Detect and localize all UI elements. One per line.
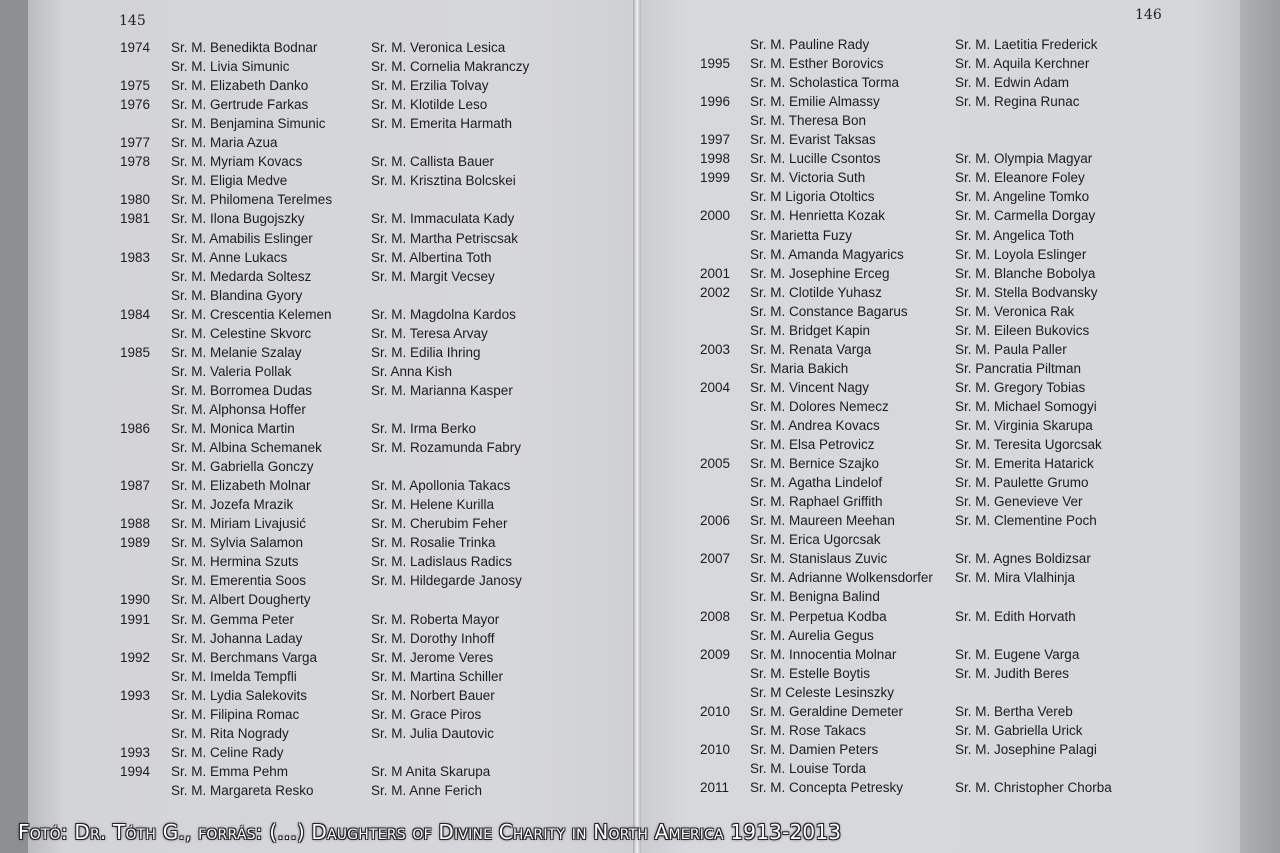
member-name: Sr. M. Dorothy Inhoff [371, 630, 495, 646]
member-name: Sr. M. Henrietta Kozak [750, 208, 886, 224]
member-name: Sr. M. Perpetua Kodba [750, 608, 887, 624]
year-label: 1989 [120, 535, 151, 551]
year-label: 2008 [700, 608, 731, 624]
member-name: Sr. M. Amanda Magyarics [750, 246, 904, 262]
member-name: Sr. M. Rose Takacs [750, 722, 867, 738]
year-label: 2000 [700, 208, 731, 224]
right-page [640, 0, 1240, 853]
year-label: 1985 [120, 344, 151, 360]
member-name: Sr. M. Filipina Romac [171, 706, 300, 722]
member-name: Sr. M Anita Skarupa [371, 763, 491, 779]
year-label: 1998 [700, 151, 731, 167]
member-name: Sr. M. Marianna Kasper [371, 382, 513, 398]
member-name: Sr. M. Rita Nogrady [171, 725, 289, 741]
year-label: 2004 [700, 379, 731, 395]
year-label: 1983 [120, 249, 151, 265]
year-label: 1987 [120, 478, 151, 494]
member-name: Sr. M. Lydia Salekovits [171, 687, 308, 703]
year-label: 1999 [700, 170, 731, 186]
member-name: Sr. M. Johanna Laday [171, 630, 303, 646]
member-name: Sr. M. Helene Kurilla [371, 497, 495, 513]
member-name: Sr. M. Concepta Petresky [750, 779, 904, 795]
member-name: Sr. M Ligoria Otoltics [750, 189, 875, 205]
member-name: Sr. M. Bertha Vereb [955, 703, 1073, 719]
year-label: 1994 [120, 763, 151, 779]
member-name: Sr. M. Myriam Kovacs [171, 154, 303, 170]
member-name: Sr. M. Stanislaus Zuvic [750, 551, 888, 567]
member-name: Sr. M. Julia Dautovic [371, 725, 495, 741]
member-name: Sr. M. Loyola Eslinger [955, 246, 1087, 262]
member-name: Sr. M. Martina Schiller [371, 668, 504, 684]
year-label: 1997 [700, 132, 731, 148]
member-name: Sr. M. Emerita Hatarick [955, 456, 1094, 472]
year-label: 1981 [120, 211, 151, 227]
member-name: Sr. M. Blanche Bobolya [955, 265, 1096, 281]
member-name: Sr. M. Ilona Bugojszky [171, 211, 305, 227]
member-name: Sr. M. Erica Ugorcsak [750, 532, 881, 548]
member-name: Sr. M. Krisztina Bolcskei [371, 173, 516, 189]
member-name: Sr. M. Medarda Soltesz [171, 268, 312, 284]
member-name: Sr. M. Damien Peters [750, 741, 879, 757]
member-name: Sr. M. Celine Rady [171, 744, 284, 760]
member-name: Sr. M. Geraldine Demeter [750, 703, 904, 719]
member-name: Sr. M. Esther Borovics [750, 56, 884, 72]
member-name: Sr. M. Magdolna Kardos [371, 306, 516, 322]
member-name: Sr. M. Gabriella Gonczy [171, 459, 314, 475]
year-label: 1984 [120, 306, 151, 322]
member-name: Sr. M. Paulette Grumo [955, 475, 1089, 491]
member-name: Sr. M. Cornelia Makranczy [371, 59, 530, 75]
member-name: Sr. M. Olympia Magyar [955, 151, 1093, 167]
member-name: Sr. M. Hildegarde Janosy [371, 573, 522, 589]
year-label: 2003 [700, 341, 731, 357]
member-name: Sr. M. Livia Simunic [171, 59, 290, 75]
member-name: Sr. M. Eugene Varga [955, 646, 1080, 662]
year-label: 1996 [700, 94, 731, 110]
year-label: 1978 [120, 154, 151, 170]
member-name: Sr. M. Monica Martin [171, 421, 295, 436]
member-name: Sr. M. Estelle Boytis [750, 665, 871, 681]
member-name: Sr. M. Klotilde Leso [371, 97, 488, 113]
member-name: Sr. M. Teresa Arvay [371, 325, 488, 341]
member-name: Sr. M. Teresita Ugorcsak [955, 437, 1102, 453]
member-name: Sr. M. Adrianne Wolkensdorfer [750, 570, 933, 586]
member-name: Sr. M. Virginia Skarupa [955, 418, 1093, 433]
member-name: Sr. M. Albert Dougherty [171, 592, 311, 608]
member-name: Sr. M. Norbert Bauer [371, 687, 495, 703]
year-label: 1980 [120, 192, 151, 208]
year-label: 1991 [120, 611, 151, 627]
member-name: Sr. M. Scholastica Torma [750, 75, 900, 91]
member-name: Sr. Anna Kish [371, 363, 453, 379]
member-name: Sr. M. Amabilis Eslinger [171, 230, 313, 246]
member-name: Sr. M. Andrea Kovacs [750, 418, 880, 433]
member-name: Sr. M. Jozefa Mrazik [171, 497, 294, 513]
year-label: 1988 [120, 516, 151, 532]
year-label: 2010 [700, 741, 731, 757]
year-label: 2011 [700, 779, 730, 795]
member-name: Sr. M. Josephine Palagi [955, 741, 1097, 757]
right-page-number: 146 [1135, 7, 1162, 23]
member-name: Sr. M. Blandina Gyory [171, 287, 303, 303]
member-name: Sr. M. Martha Petriscsak [371, 230, 519, 246]
member-name: Sr. M. Regina Runac [955, 94, 1080, 110]
member-name: Sr. M. Eleanore Foley [955, 170, 1085, 186]
member-name: Sr. M. Maureen Meehan [750, 513, 895, 529]
member-name: Sr. M. Benigna Balind [750, 589, 880, 605]
member-name: Sr. M. Veronica Lesica [371, 40, 506, 55]
member-name: Sr. M. Immaculata Kady [371, 211, 515, 227]
member-name: Sr. M. Emerentia Soos [171, 573, 307, 589]
member-name: Sr. M. Raphael Griffith [750, 494, 883, 510]
year-label: 1974 [120, 40, 151, 55]
member-name: Sr. M. Rosalie Trinka [371, 535, 496, 551]
year-label: 1995 [700, 56, 731, 72]
member-name: Sr. M. Lucille Csontos [750, 151, 881, 167]
member-name: Sr. M. Elizabeth Molnar [171, 478, 311, 494]
member-name: Sr. M. Laetitia Frederick [955, 37, 1098, 52]
year-label: 2005 [700, 456, 731, 472]
year-label: 2006 [700, 513, 731, 529]
member-name: Sr. M. Eligia Medve [171, 173, 288, 189]
member-name: Sr. M. Roberta Mayor [371, 611, 500, 627]
member-name: Sr. M. Philomena Terelmes [171, 192, 333, 208]
member-name: Sr. M. Aquila Kerchner [955, 56, 1090, 72]
photo-credit-caption: Fotó: Dr. Tóth G., forrás: (...) Daughters of Divine Charity in North America 1913-2013 [18, 820, 842, 844]
member-name: Sr. M. Genevieve Ver [955, 494, 1083, 510]
member-name: Sr. M. Gertrude Farkas [171, 97, 309, 113]
member-name: Sr. M. Dolores Nemecz [750, 398, 889, 414]
member-name: Sr. M. Benedikta Bodnar [171, 40, 318, 55]
year-label: 2009 [700, 646, 731, 662]
member-name: Sr. M. Stella Bodvansky [955, 284, 1098, 300]
member-name: Sr. M. Clementine Poch [955, 513, 1097, 529]
member-name: Sr. M. Agatha Lindelof [750, 475, 883, 491]
member-name: Sr. M. Evarist Taksas [750, 132, 876, 148]
member-name: Sr. M. Crescentia Kelemen [171, 306, 332, 322]
member-name: Sr. M. Vincent Nagy [750, 379, 870, 395]
member-name: Sr. M. Benjamina Simunic [171, 116, 326, 132]
member-name: Sr. M. Maria Azua [171, 135, 278, 151]
member-name: Sr. Marietta Fuzy [750, 227, 853, 243]
year-label: 1975 [120, 78, 151, 94]
year-label: 2002 [700, 284, 731, 300]
member-name: Sr. M. Veronica Rak [955, 303, 1075, 319]
member-name: Sr. M. Anne Lukacs [171, 249, 288, 265]
year-label: 2010 [700, 703, 731, 719]
member-name: Sr. M. Elizabeth Danko [171, 78, 309, 94]
member-name: Sr. M. Borromea Dudas [171, 382, 313, 398]
left-page-number: 145 [119, 13, 146, 29]
member-name: Sr. M. Carmella Dorgay [955, 208, 1096, 224]
member-name: Sr. M. Edith Horvath [955, 608, 1076, 624]
member-name: Sr. M. Berchmans Varga [171, 649, 318, 665]
member-name: Sr. Maria Bakich [750, 360, 849, 376]
member-name: Sr. M. Bernice Szajko [750, 456, 880, 472]
member-name: Sr. M. Clotilde Yuhasz [750, 284, 882, 300]
member-name: Sr. M. Erzilia Tolvay [371, 78, 489, 94]
member-name: Sr. M. Margit Vecsey [371, 268, 495, 284]
member-name: Sr. M. Gregory Tobias [955, 379, 1086, 395]
member-name: Sr. M. Eileen Bukovics [955, 322, 1090, 338]
member-name: Sr. M. Valeria Pollak [171, 363, 292, 379]
year-label: 1992 [120, 649, 151, 665]
member-name: Sr. M. Pauline Rady [750, 37, 870, 52]
member-name: Sr. M. Rozamunda Fabry [371, 440, 522, 456]
member-name: Sr. M. Sylvia Salamon [171, 535, 304, 551]
member-name: Sr. M. Renata Varga [750, 341, 872, 357]
member-name: Sr. M. Aurelia Gegus [750, 627, 874, 643]
member-name: Sr. M. Albina Schemanek [171, 440, 322, 456]
member-name: Sr. M. Paula Paller [955, 341, 1067, 357]
year-label: 1990 [120, 592, 151, 608]
year-label: 1977 [120, 135, 151, 151]
member-name: Sr. M Celeste Lesinszky [750, 684, 895, 700]
member-name: Sr. M. Cherubim Feher [371, 516, 508, 532]
member-name: Sr. M. Mira Vlalhinja [955, 570, 1076, 586]
member-name: Sr. M. Gabriella Urick [955, 722, 1083, 738]
member-name: Sr. Pancratia Piltman [955, 360, 1082, 376]
member-name: Sr. M. Elsa Petrovicz [750, 437, 875, 453]
member-name: Sr. M. Bridget Kapin [750, 322, 871, 338]
member-name: Sr. M. Christopher Chorba [955, 779, 1112, 795]
member-name: Sr. M. Constance Bagarus [750, 303, 908, 319]
member-name: Sr. M. Gemma Peter [171, 611, 295, 627]
member-name: Sr. M. Innocentia Molnar [750, 646, 897, 662]
member-name: Sr. M. Emilie Almassy [750, 94, 880, 110]
book-gutter [633, 0, 641, 853]
member-name: Sr. M. Anne Ferich [371, 782, 483, 798]
member-name: Sr. M. Agnes Boldizsar [955, 551, 1091, 567]
member-name: Sr. M. Imelda Tempfli [171, 668, 297, 684]
year-label: 1993 [120, 744, 151, 760]
member-name: Sr. M. Edilia Ihring [371, 344, 481, 360]
member-name: Sr. M. Grace Piros [371, 706, 482, 722]
member-name: Sr. M. Judith Beres [955, 665, 1070, 681]
member-name: Sr. M. Emerita Harmath [371, 116, 513, 132]
member-name: Sr. M. Jerome Veres [371, 649, 494, 665]
member-name: Sr. M. Edwin Adam [955, 75, 1070, 91]
member-name: Sr. M. Emma Pehm [171, 763, 289, 779]
member-name: Sr. M. Ladislaus Radics [371, 554, 513, 570]
member-name: Sr. M. Louise Torda [750, 760, 867, 776]
year-label: 1976 [120, 97, 151, 113]
member-name: Sr. M. Margareta Resko [171, 782, 314, 798]
member-name: Sr. M. Theresa Bon [750, 113, 867, 129]
member-name: Sr. M. Miriam Livajusić [171, 516, 307, 532]
member-name: Sr. M. Josephine Erceg [750, 265, 890, 281]
member-name: Sr. M. Melanie Szalay [171, 344, 302, 360]
year-label: 1993 [120, 687, 151, 703]
member-name: Sr. M. Albertina Toth [371, 249, 492, 265]
member-name: Sr. M. Apollonia Takacs [371, 478, 511, 494]
year-label: 2001 [700, 265, 731, 281]
member-name: Sr. M. Angeline Tomko [955, 189, 1090, 205]
year-label: 2007 [700, 551, 731, 567]
member-name: Sr. M. Hermina Szuts [171, 554, 299, 570]
year-label: 1986 [120, 421, 151, 436]
member-name: Sr. M. Irma Berko [371, 421, 477, 436]
member-name: Sr. M. Michael Somogyi [955, 398, 1097, 414]
member-name: Sr. M. Celestine Skvorc [171, 325, 312, 341]
book-edge [1240, 0, 1280, 853]
member-name: Sr. M. Victoria Suth [750, 170, 866, 186]
member-name: Sr. M. Angelica Toth [955, 227, 1075, 243]
member-name: Sr. M. Alphonsa Hoffer [171, 401, 306, 417]
member-name: Sr. M. Callista Bauer [371, 154, 495, 170]
